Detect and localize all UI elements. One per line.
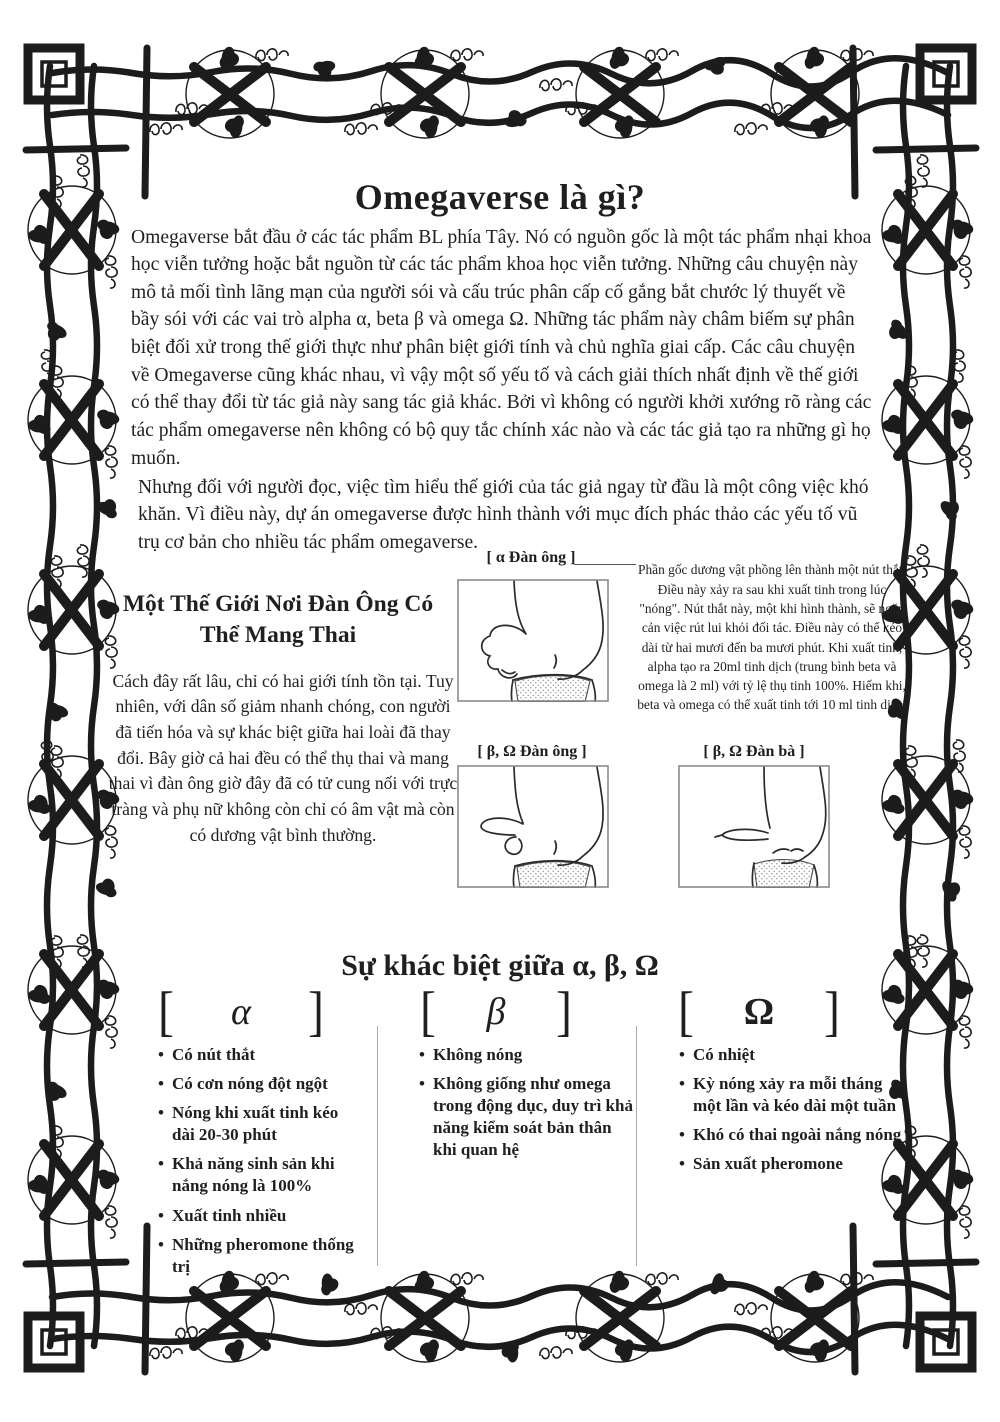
list-item: • Có cơn nóng đột ngột bbox=[157, 1073, 365, 1095]
alpha-symbol: α bbox=[231, 991, 251, 1033]
list-item: • Nóng khi xuất tinh kéo dài 20-30 phút bbox=[157, 1102, 365, 1146]
list-item: • Khó có thai ngoài nắng nóng bbox=[678, 1124, 906, 1146]
bracket-open: [ bbox=[678, 980, 694, 1042]
omega-symbol: Ω bbox=[743, 991, 775, 1033]
list-item: • Có nút thắt bbox=[157, 1044, 365, 1066]
pregnancy-section-body: Cách đây rất lâu, chỉ có hai giới tính tồn tại. Tuy nhiên, với dân số giảm nhanh chóng, con người đã tiến hóa và sự khác biệt giữa hai loài đã thay đổi. Bây giờ cả hai đều có thể thụ thai và mang thai vì đàn ông giờ đây đã có tử cung nối với trực tràng và phụ nữ không còn chỉ có âm vật mà còn có dương vật bình thường. bbox=[108, 670, 458, 845]
beta-symbol: β bbox=[486, 991, 506, 1033]
omega-traits-list bbox=[678, 1044, 906, 1182]
bracket-open: [ bbox=[158, 980, 174, 1042]
differences-section-heading: Sự khác biệt giữa α, β, Ω bbox=[341, 948, 659, 982]
bracket-close: ] bbox=[556, 980, 572, 1042]
column-divider bbox=[377, 1026, 378, 1266]
alpha-male-anatomy-diagram bbox=[457, 579, 609, 702]
beta-column-header bbox=[420, 982, 572, 1042]
beta-omega-female-diagram-label: [ β, Ω Đàn bà ] bbox=[703, 743, 805, 760]
beta-omega-female-anatomy-diagram bbox=[678, 765, 830, 888]
list-item: • Xuất tinh nhiều bbox=[157, 1205, 365, 1227]
pregnancy-section-heading: Một Thế Giới Nơi Đàn Ông Có Thể Mang Thai bbox=[122, 590, 434, 649]
page-title: Omegaverse là gì? bbox=[354, 177, 646, 218]
bracket-close: ] bbox=[308, 980, 324, 1042]
beta-traits-list bbox=[418, 1044, 638, 1168]
list-item: • Khả năng sinh sản khi nắng nóng là 100% bbox=[157, 1153, 365, 1197]
list-item: • Không nóng bbox=[418, 1044, 638, 1066]
alpha-traits-list bbox=[157, 1044, 365, 1285]
omega-column-header bbox=[678, 982, 840, 1042]
alpha-column-header bbox=[158, 982, 324, 1042]
beta-omega-male-anatomy-diagram bbox=[457, 765, 609, 888]
intro-paragraph-1: Omegaverse bắt đầu ở các tác phẩm BL phía Tây. Nó có nguồn gốc là một tác phẩm nhại khoa học viễn tưởng hoặc bắt nguồn từ các tác phẩm khoa học viễn tưởng. Những câu chuyện này mô tả mối tình lãng mạn của người sói và cấu trúc phân cấp cố gắng bắt chước lý thuyết về bầy sói với các vai trò alpha α, beta β và omega Ω. Những tác phẩm này châm biếm sự phân biệt đối xử trong thế giới thực như phân biệt giới tính và chủ nghĩa giai cấp. Các câu chuyện về Omegaverse cũng khác nhau, vì vậy một số yếu tố và cách giải thích nhất định về thế giới có thể thay đổi từ tác giả này sang tác giả khác. Bởi vì không có người khởi xướng rõ ràng các tác phẩm omegaverse nên không có bộ quy tắc chính xác nào và các tác giả tạo ra những gì họ muốn. bbox=[131, 226, 872, 469]
knot-note-text: Phần gốc dương vật phồng lên thành một nút thắt. Điều này xảy ra sau khi xuất tinh trong lúc "nóng". Nút thắt này, một khi hình thành, sẽ ngăn cản việc rút lui khỏi đối tác. Điều này có thể kéo dài từ hai mươi đến ba mươi phút. Khi xuất tinh, alpha tạo ra 20ml tinh dịch (trung bình beta và omega là 2 ml) với tỷ lệ thụ tinh 100%. Hiếm khi, beta và omega có thể xuất tinh tới 10 ml tinh dịch. bbox=[637, 562, 907, 713]
list-item: • Kỳ nóng xảy ra mỗi tháng một lần và kéo dài một tuần bbox=[678, 1073, 906, 1117]
bracket-close: ] bbox=[824, 980, 840, 1042]
bracket-open: [ bbox=[420, 980, 436, 1042]
list-item: • Có nhiệt bbox=[678, 1044, 906, 1066]
list-item: • Không giống như omega trong động dục, duy trì khả năng kiểm soát bản thân khi quan hệ bbox=[418, 1073, 638, 1161]
intro-paragraph-2: Nhưng đối với người đọc, việc tìm hiểu thế giới của tác giả ngay từ đầu là một công việc khó khăn. Vì điều này, dự án omegaverse được hình thành với mục đích phác thảo các yếu tố vũ trụ cơ bản cho nhiều tác phẩm omegaverse. bbox=[138, 476, 869, 553]
list-item: • Những pheromone thống trị bbox=[157, 1234, 365, 1278]
alpha-male-diagram-label: [ α Đàn ông ] bbox=[486, 549, 576, 566]
beta-omega-male-diagram-label: [ β, Ω Đàn ông ] bbox=[477, 743, 587, 760]
list-item: • Sản xuất pheromone bbox=[678, 1153, 906, 1175]
label-connector-line bbox=[574, 564, 636, 565]
